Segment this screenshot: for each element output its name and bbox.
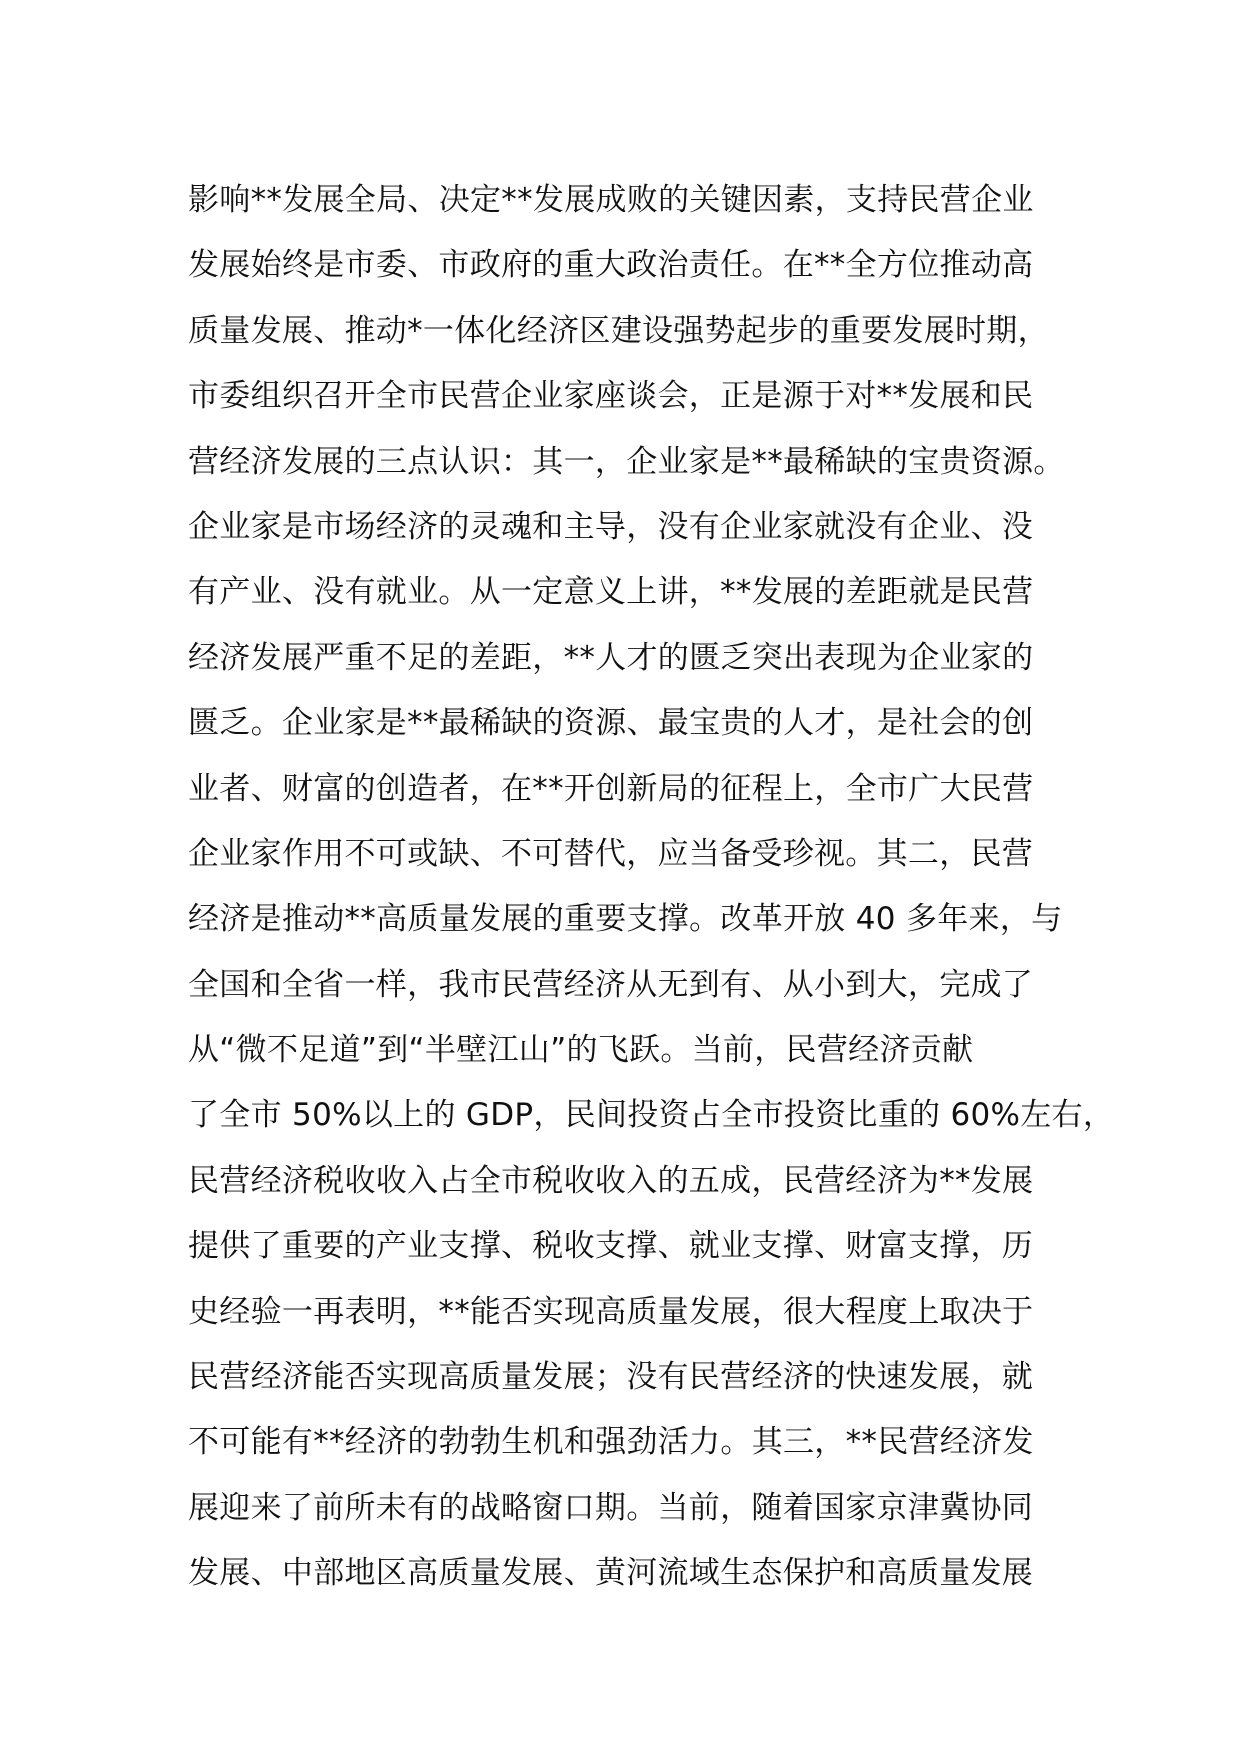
text-line: 影响**发展全局、决定**发展成败的关键因素，支持民营企业 <box>188 182 1034 218</box>
text-line: 民营经济税收收入占全市税收收入的五成，民营经济为**发展 <box>188 1162 1034 1199</box>
text-line: 史经验一再表明，**能否实现高质量发展，很大程度上取决于 <box>188 1293 1034 1330</box>
text-line: 发展、中部地区高质量发展、黄河流域生态保护和高质量发展 <box>188 1555 1034 1592</box>
text-line: 发展始终是市委、市政府的重大政治责任。在**全方位推动高 <box>188 247 1034 284</box>
text-line: 提供了重要的产业支撑、税收支撑、就业支撑、财富支撑，历 <box>188 1228 1034 1265</box>
text-line: 营经济发展的三点认识：其一，企业家是**最稀缺的宝贵资源。 <box>188 443 1065 480</box>
text-line: 业者、财富的创造者，在**开创新局的征程上，全市广大民营 <box>188 770 1034 807</box>
text-line: 从“微不足道”到“半壁江山”的飞跃。当前，民营经济贡献 <box>188 1032 974 1069</box>
text-line: 民营经济能否实现高质量发展；没有民营经济的快速发展，就 <box>188 1359 1034 1396</box>
text-line: 经济是推动**高质量发展的重要支撑。改革开放 40 多年来，与 <box>188 901 1063 938</box>
text-line: 有产业、没有就业。从一定意义上讲，**发展的差距就是民营 <box>188 574 1034 611</box>
text-line: 全国和全省一样，我市民营经济从无到有、从小到大，完成了 <box>188 966 1034 1003</box>
text-line: 企业家是市场经济的灵魂和主导，没有企业家就没有企业、没 <box>188 508 1034 545</box>
text-line: 匮乏。企业家是**最稀缺的资源、最宝贵的人才，是社会的创 <box>188 705 1034 742</box>
text-line: 企业家作用不可或缺、不可替代，应当备受珍视。其二，民营 <box>188 835 1034 872</box>
body-text <box>188 168 1115 1607</box>
text-line: 市委组织召开全市民营企业家座谈会，正是源于对**发展和民 <box>188 378 1034 415</box>
text-line: 经济发展严重不足的差距，**人才的匮乏突出表现为企业家的 <box>188 639 1034 676</box>
text-line: 质量发展、推动*一体化经济区建设强势起步的重要发展时期， <box>188 312 1049 349</box>
text-line: 了全市 50%以上的 GDP，民间投资占全市投资比重的 60%左右， <box>188 1097 1115 1134</box>
text-line: 展迎来了前所未有的战略窗口期。当前，随着国家京津冀协同 <box>188 1489 1034 1526</box>
text-line: 不可能有**经济的勃勃生机和强劲活力。其三，**民营经济发 <box>188 1424 1034 1461</box>
